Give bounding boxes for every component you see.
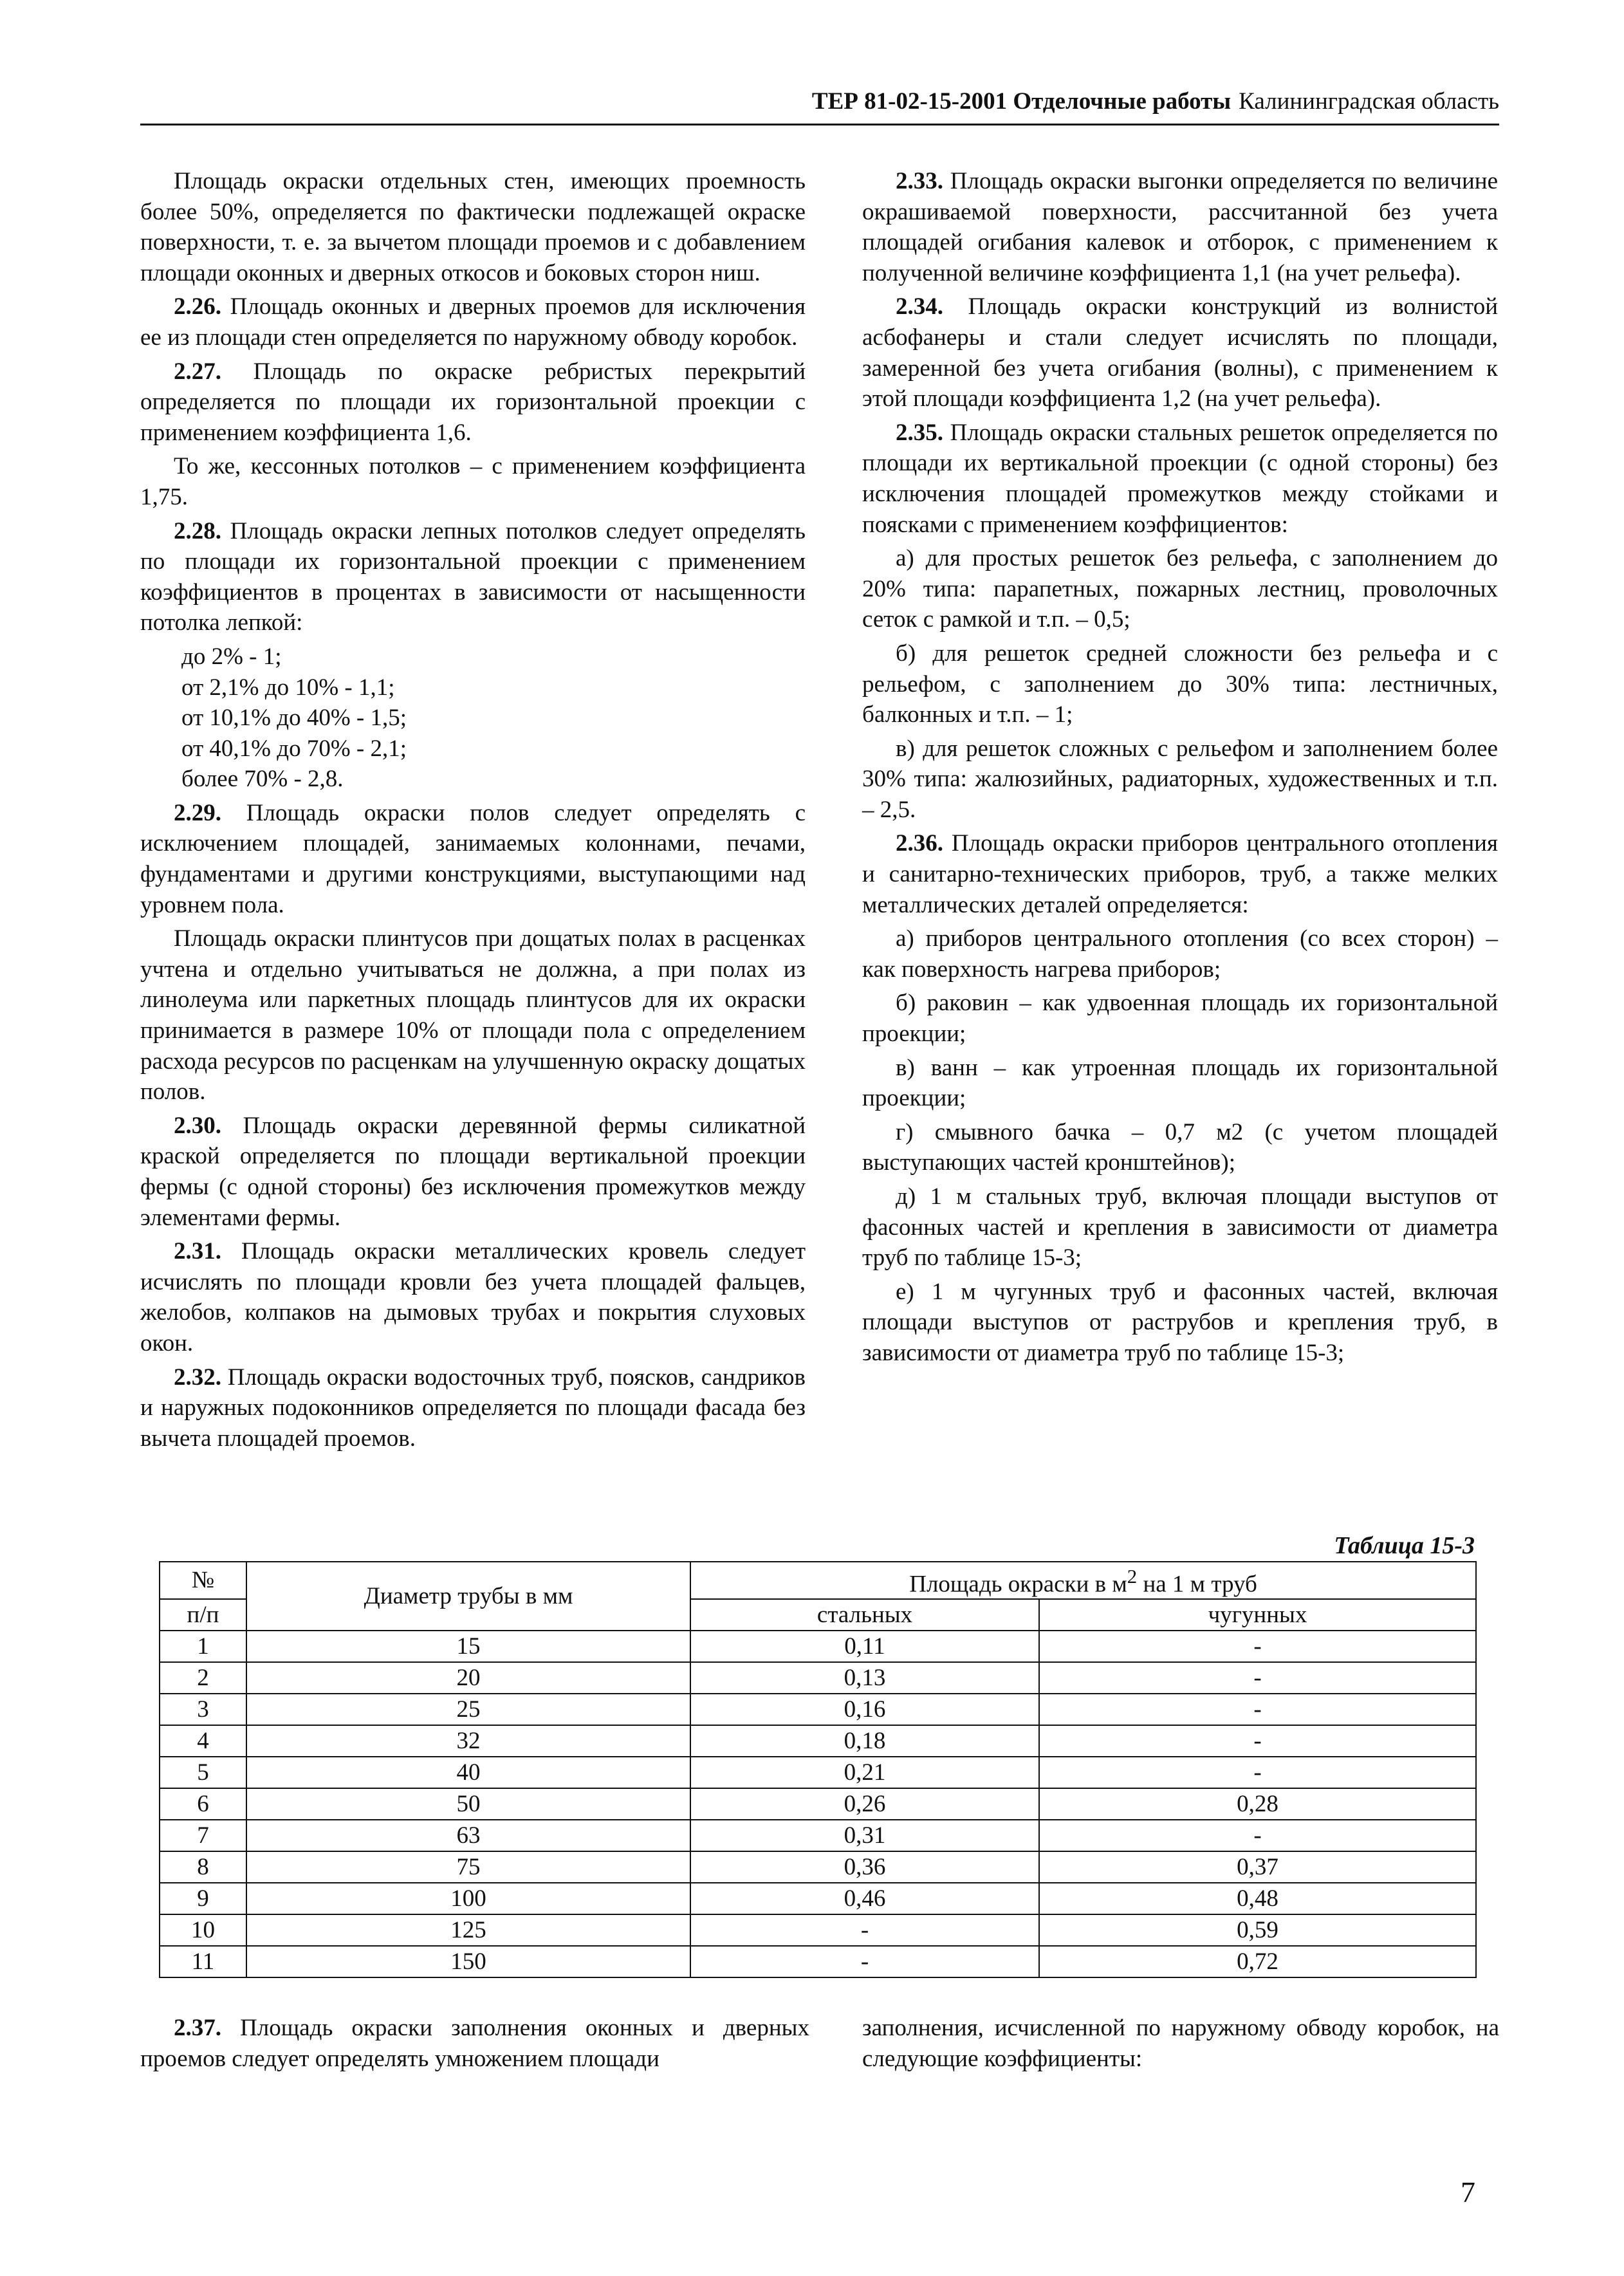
- paragraph: е) 1 м чугунных труб и фасонных частей, включая площади выступов от раструбов и крепления труб, в зависимости от диаметра труб по таблице 15-3;: [862, 1278, 1498, 1366]
- row-number: 11: [160, 1946, 246, 1977]
- document-code: ТЕР 81-02-15-2001 Отделочные работы: [811, 88, 1232, 115]
- table-row: [160, 1757, 1476, 1788]
- cast-iron-area-cell: -: [1039, 1757, 1476, 1788]
- paragraph: б) для решеток средней сложности без рельефа и с рельефом, с заполнением до 30% типа: лестничных, балконных и т.п. – 1;: [862, 640, 1498, 728]
- section-number: 2.34.: [896, 293, 943, 320]
- table-row: [160, 1820, 1476, 1851]
- table-row: [160, 1662, 1476, 1694]
- diameter-cell: 32: [246, 1725, 690, 1757]
- table-caption: Таблица 15-3: [1334, 1532, 1475, 1559]
- header-steel: стальных: [690, 1599, 1039, 1631]
- table-row: [160, 1851, 1476, 1883]
- cast-iron-area-cell: 0,37: [1039, 1851, 1476, 1883]
- row-number: 3: [160, 1694, 246, 1725]
- cast-iron-area-cell: 0,59: [1039, 1914, 1476, 1946]
- diameter-cell: 75: [246, 1851, 690, 1883]
- paragraph: б) раковин – как удвоенная площадь их горизонтальной проекции;: [862, 990, 1498, 1048]
- section-number: 2.26.: [174, 293, 221, 320]
- row-number: 6: [160, 1788, 246, 1820]
- cast-iron-area-cell: -: [1039, 1631, 1476, 1662]
- cast-iron-area-cell: 0,72: [1039, 1946, 1476, 1977]
- header-cast-iron: чугунных: [1039, 1599, 1476, 1631]
- steel-area-cell: 0,16: [690, 1694, 1039, 1725]
- section-number: 2.33.: [896, 168, 943, 194]
- paragraph: 2.29. Площадь окраски полов следует определять с исключением площадей, занимаемых колоннами, печами, фундаментами и другими конструкциями, выступающими над уровнем пола.: [140, 799, 806, 918]
- paragraph: 2.32. Площадь окраски водосточных труб, поясков, сандриков и наружных подоконников определяется по площади фасада без вычета площадей проемов.: [140, 1364, 806, 1452]
- row-number: 5: [160, 1757, 246, 1788]
- header-number-sub: п/п: [160, 1599, 246, 1631]
- diameter-cell: 63: [246, 1820, 690, 1851]
- cast-iron-area-cell: -: [1039, 1694, 1476, 1725]
- header-number: №: [160, 1562, 246, 1599]
- steel-area-cell: 0,11: [690, 1631, 1039, 1662]
- cast-iron-area-cell: -: [1039, 1725, 1476, 1757]
- cast-iron-area-cell: -: [1039, 1820, 1476, 1851]
- diameter-cell: 50: [246, 1788, 690, 1820]
- cast-iron-area-cell: 0,28: [1039, 1788, 1476, 1820]
- row-number: 2: [160, 1662, 246, 1694]
- region-name: Калининградская область: [1239, 88, 1499, 115]
- header-diameter: Диаметр трубы в мм: [246, 1562, 690, 1631]
- paragraph: 2.28. Площадь окраски лепных потолков следует определять по площади их горизонтальной проекции с применением коэффициентов в процентах в зависимости от насыщенности потолка лепкой:: [140, 517, 806, 636]
- row-number: 8: [160, 1851, 246, 1883]
- coefficient-list-item: до 2% - 1;: [181, 643, 282, 670]
- diameter-cell: 20: [246, 1662, 690, 1694]
- header-rule: [140, 124, 1499, 125]
- section-number: 2.28.: [174, 517, 221, 544]
- paragraph: Площадь окраски отдельных стен, имеющих проемность более 50%, определяется по фактически подлежащей окраске поверхности, т. е. за вычетом площади проемов и с добавлением площади оконных и дверных откосов и боковых сторон ниш.: [140, 168, 806, 286]
- steel-area-cell: 0,36: [690, 1851, 1039, 1883]
- section-number: 2.29.: [174, 799, 221, 826]
- right-column: [862, 166, 1498, 1372]
- row-number: 4: [160, 1725, 246, 1757]
- left-column: [140, 166, 806, 1457]
- paragraph: 2.35. Площадь окраски стальных решеток определяется по площади их вертикальной проекции (с одной стороны) без исключения площадей промежутков между стойками и поясками с применением коэффициентов:: [862, 419, 1498, 538]
- page-number: 7: [1461, 2176, 1475, 2208]
- section-number: 2.31.: [174, 1238, 221, 1265]
- table-row: [160, 1725, 1476, 1757]
- diameter-cell: 150: [246, 1946, 690, 1977]
- paragraph: 2.36. Площадь окраски приборов центрального отопления и санитарно-технических приборов, труб, а также мелких металлических деталей определяется:: [862, 830, 1498, 918]
- paragraph: 2.30. Площадь окраски деревянной фермы силикатной краской определяется по площади вертикальной проекции фермы (с одной стороны) без исключения промежутков между элементами фермы.: [140, 1112, 806, 1231]
- steel-area-cell: 0,46: [690, 1883, 1039, 1914]
- table-row: [160, 1883, 1476, 1914]
- section-number: 2.30.: [174, 1112, 221, 1139]
- steel-area-cell: -: [690, 1914, 1039, 1946]
- paragraph: г) смывного бачка – 0,7 м2 (с учетом площадей выступающих частей кронштейнов);: [862, 1118, 1498, 1176]
- table-row: [160, 1694, 1476, 1725]
- coefficient-list-item: от 10,1% до 40% - 1,5;: [181, 705, 407, 732]
- paragraph: в) ванн – как утроенная площадь их горизонтальной проекции;: [862, 1054, 1498, 1112]
- table-row: [160, 1946, 1476, 1977]
- steel-area-cell: 0,13: [690, 1662, 1039, 1694]
- coefficient-list-item: более 70% - 2,8.: [181, 766, 344, 793]
- steel-area-cell: 0,26: [690, 1788, 1039, 1820]
- section-number: 2.35.: [896, 419, 943, 446]
- paragraph: а) для простых решеток без рельефа, с заполнением до 20% типа: парапетных, пожарных лестниц, проволочных сеток с рамкой и т.п. – 0,5;: [862, 545, 1498, 633]
- section-number: 2.27.: [174, 358, 221, 385]
- coefficient-list-item: от 40,1% до 70% - 2,1;: [181, 735, 407, 762]
- row-number: 9: [160, 1883, 246, 1914]
- paragraph: 2.34. Площадь окраски конструкций из волнистой асбофанеры и стали следует исчислять по площади, замеренной без учета огибания (волны), с применением к этой площади коэффициента 1,2 (на учет рельефа).: [862, 293, 1498, 412]
- row-number: 1: [160, 1631, 246, 1662]
- paragraph: 2.26. Площадь оконных и дверных проемов для исключения ее из площади стен определяется по наружному обводу коробок.: [140, 293, 806, 351]
- pipe-paint-area-table: [159, 1561, 1477, 1978]
- paragraph: То же, кессонных потолков – с применением коэффициента 1,75.: [140, 453, 806, 510]
- running-header: [140, 88, 1499, 115]
- paragraph: а) приборов центрального отопления (со всех сторон) – как поверхность нагрева приборов;: [862, 925, 1498, 983]
- paragraph: 2.27. Площадь по окраске ребристых перекрытий определяется по площади их горизонтальной проекции с применением коэффициента 1,6.: [140, 358, 806, 446]
- paragraph: д) 1 м стальных труб, включая площади выступов от фасонных частей и крепления в зависимости от диаметра труб по таблице 15-3;: [862, 1183, 1498, 1272]
- paragraph: в) для решеток сложных с рельефом и заполнением более 30% типа: жалюзийных, радиаторных, художественных и т.п. – 2,5.: [862, 735, 1498, 823]
- section-number: 2.32.: [174, 1364, 221, 1391]
- section-number: 2.37.: [174, 2015, 221, 2041]
- section-number: 2.36.: [896, 830, 943, 857]
- steel-area-cell: 0,31: [690, 1820, 1039, 1851]
- diameter-cell: 15: [246, 1631, 690, 1662]
- diameter-cell: 100: [246, 1883, 690, 1914]
- paragraph-2-37-end: заполнения, исчисленной по наружному обводу коробок, на следующие коэффициенты:: [862, 2015, 1499, 2072]
- header-area: Площадь окраски в $м^2$ на 1 м труб: [690, 1562, 1476, 1599]
- steel-area-cell: 0,21: [690, 1757, 1039, 1788]
- row-number: 7: [160, 1820, 246, 1851]
- row-number: 10: [160, 1914, 246, 1946]
- table-row: [160, 1914, 1476, 1946]
- table-row: [160, 1788, 1476, 1820]
- cast-iron-area-cell: 0,48: [1039, 1883, 1476, 1914]
- steel-area-cell: -: [690, 1946, 1039, 1977]
- paragraph: 2.33. Площадь окраски выгонки определяется по величине окрашиваемой поверхности, рассчитанной без учета площадей огибания калевок и отборок, с применением к полученной величине коэффициента 1,1 (на учет рельефа).: [862, 168, 1498, 286]
- diameter-cell: 25: [246, 1694, 690, 1725]
- diameter-cell: 125: [246, 1914, 690, 1946]
- table-row: [160, 1631, 1476, 1662]
- paragraph-2-37-start: 2.37. Площадь окраски заполнения оконных и дверных проемов следует определять умножением площади: [140, 2015, 809, 2072]
- cast-iron-area-cell: -: [1039, 1662, 1476, 1694]
- coefficient-list-item: от 2,1% до 10% - 1,1;: [181, 674, 395, 701]
- paragraph: Площадь окраски плинтусов при дощатых полах в расценках учтена и отдельно учитываться не должна, а при полах из линолеума или паркетных площадь плинтусов для их окраски принимается в размере 10% от площади пола с определением расхода ресурсов по расценкам на улучшенную окраску дощатых полов.: [140, 925, 806, 1106]
- steel-area-cell: 0,18: [690, 1725, 1039, 1757]
- paragraph: 2.31. Площадь окраски металлических кровель следует исчислять по площади кровли без учета площадей фальцев, желобов, колпаков на дымовых трубах и покрытия слуховых окон.: [140, 1238, 806, 1356]
- diameter-cell: 40: [246, 1757, 690, 1788]
